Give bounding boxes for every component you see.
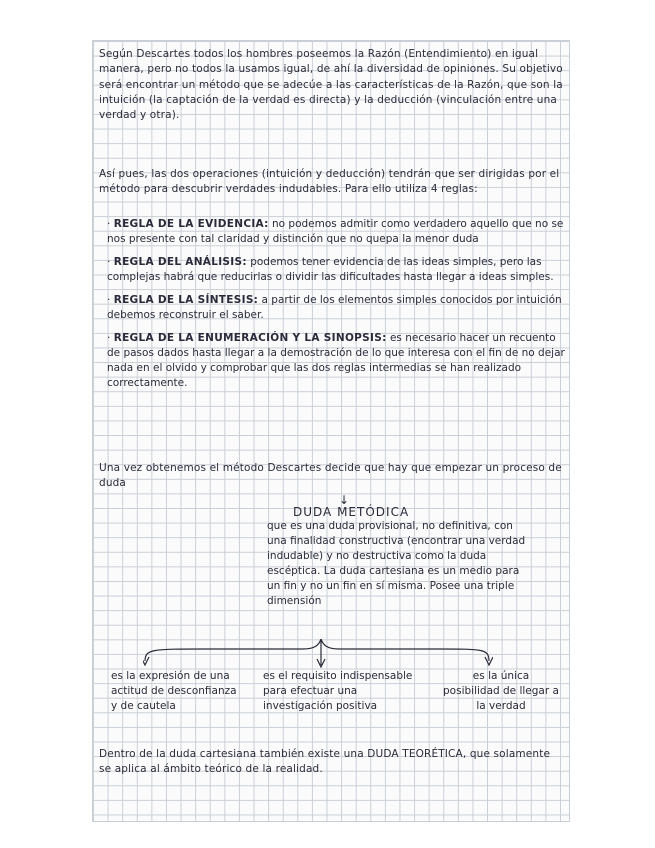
intro-paragraph: Según Descartes todos los hombres poseemos la Razón (Entendimiento) en igual manera, pero no todos la usamos igual, de ahí la diversidad de opiniones. Su objetivo será encontrar un método que se adecúe a las características de la Razón, que son la intuición (la captación de la verdad es directa) y la deducción (vinculación entre una verdad y otra). [99,48,563,122]
notebook-page [92,40,570,822]
rule-text: es necesario hacer un recuento de pasos dados hasta llegar a la demostración de lo que interesa con el fin de no dejar nada en el olvido y comprobar que las dos reglas intermedias se han realizado correctamente. [107,332,565,389]
rules-list [107,217,565,399]
rule-title: REGLA DE LA ENUMERACIÓN Y LA SINOPSIS: [113,332,387,344]
rule-title: REGLA DE LA SÍNTESIS: [113,294,259,306]
rule-analysis: · REGLA DEL ANÁLISIS: podemos tener evidencia de las ideas simples, pero las complejas habrá que reducirlas o dividir las dificultades hasta llegar a ideas simples. [107,256,554,283]
rule-evidence: · REGLA DE LA EVIDENCIA: no podemos admitir como verdadero aquello que no se nos presente con tal claridad y distinción que no quepa la menor duda [107,218,564,245]
rule-enumeration: · REGLA DE LA ENUMERACIÓN Y LA SINOPSIS: es necesario hacer un recuento de pasos dados hasta llegar a la demostración de lo que interesa con el fin de no dejar nada en el olvido y comprobar que las dos reglas intermedias se han realizado correctamente. [107,332,565,389]
theoretical-doubt-paragraph: Dentro de la duda cartesiana también existe una DUDA TEORÉTICA, que solamente se aplica al ámbito teórico de la realidad. [99,748,551,776]
dimension-distrust: es la expresión de una actitud de desconfianza y de cautela [111,670,237,712]
method-paragraph: Una vez obtenemos el método Descartes decide que hay que empezar un proceso de duda [99,462,562,490]
rule-synthesis: · REGLA DE LA SÍNTESIS: a partir de los elementos simples conocidos por intuición debemos reconstruir el saber. [107,294,562,321]
dimension-requirement: es el requisito indispensable para efectuar una investigación positiva [263,670,413,712]
methodic-doubt-title: DUDA METÓDICA [293,505,410,519]
down-arrow-icon: ↓ [339,493,350,507]
rule-title: REGLA DE LA EVIDENCIA: [113,218,269,230]
methodic-doubt-description: que es una duda provisional, no definitiva, con una finalidad constructiva (encontrar una verdad indudable) y no destructiva como la duda escéptica. La duda cartesiana es un medio para un fin y no un fin en sí misma. Posee una triple dimensión [267,520,526,607]
operations-paragraph: Así pues, las dos operaciones (intuición y deducción) tendrán que ser dirigidas por el método para descubrir verdades indudables. Para ello utiliza 4 reglas: [99,168,560,196]
rule-text: podemos tener evidencia de las ideas simples, pero las complejas habrá que reducirlas o dividir las dificultades hasta llegar a ideas simples. [107,256,554,283]
rule-title: REGLA DEL ANÁLISIS: [113,256,247,268]
rule-text: no podemos admitir como verdadero aquello que no se nos presente con tal claridad y distinción que no quepa la menor duda [107,218,564,245]
triple-brace-icon [143,639,493,669]
rule-text: a partir de los elementos simples conocidos por intuición debemos reconstruir el saber. [107,294,562,321]
dimension-truth: es la única posibilidad de llegar a la verdad [443,670,559,712]
